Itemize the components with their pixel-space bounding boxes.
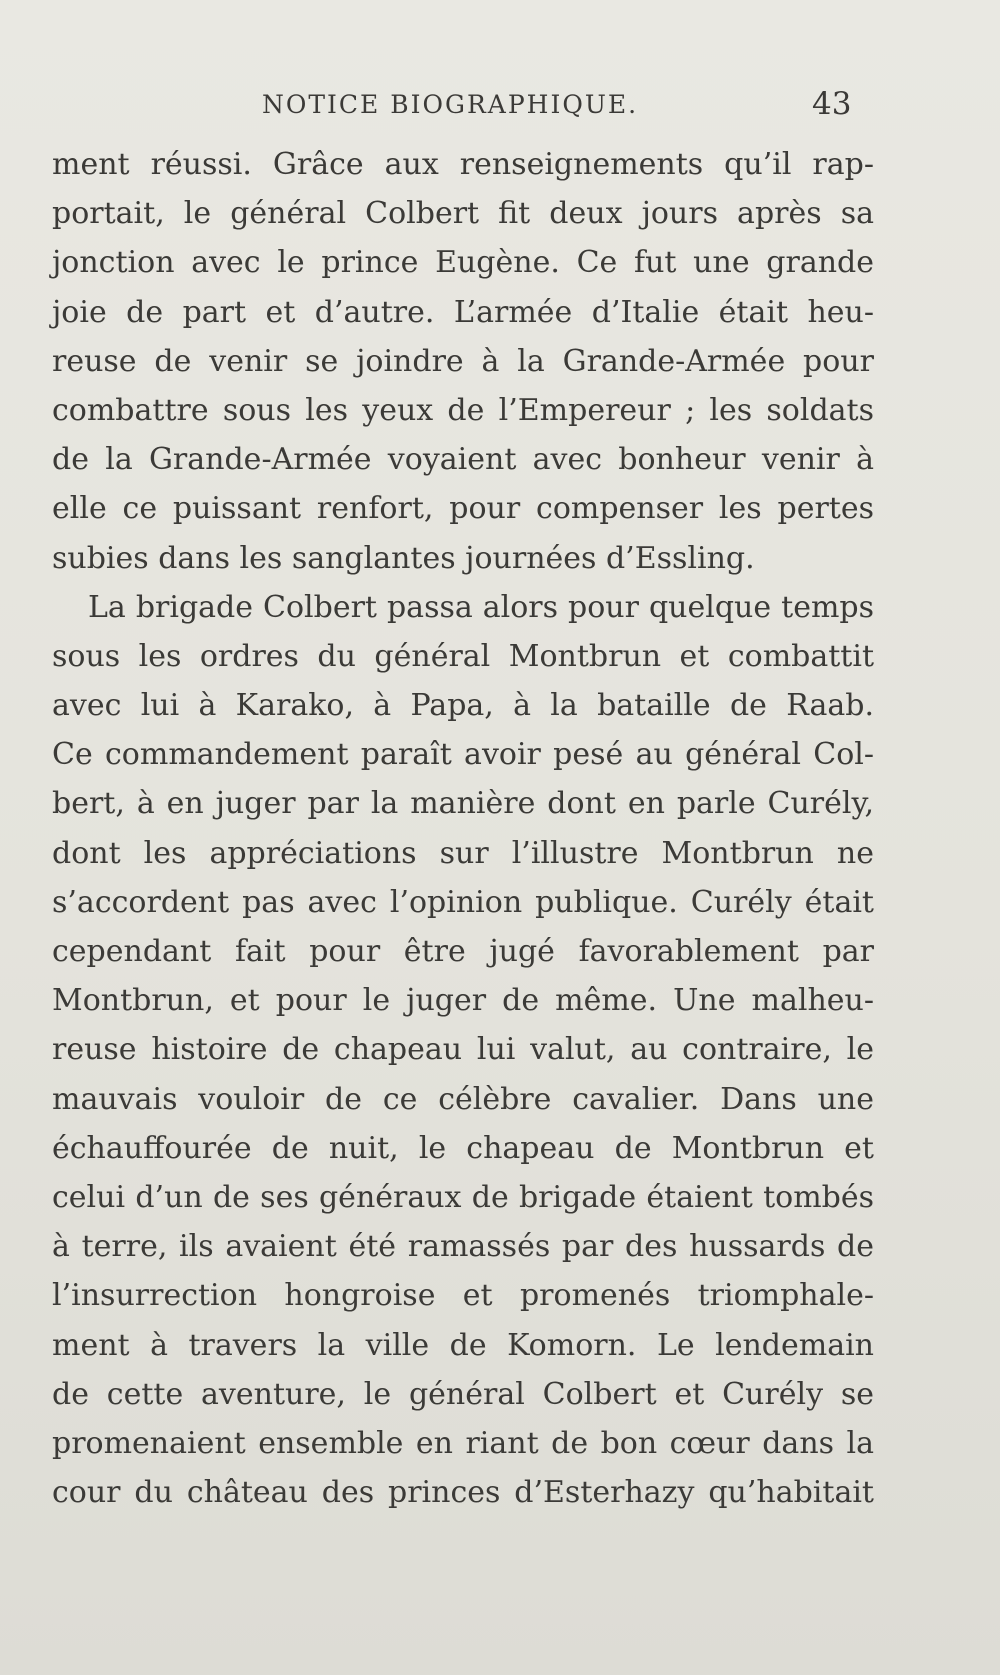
- text-line: à terre, ils avaient été ramassés par des hussards de: [52, 1229, 874, 1265]
- text-line: La brigade Colbert passa alors pour quelque temps: [88, 589, 874, 625]
- text-line: combattre sous les yeux de l’Empereur ; les soldats: [52, 392, 874, 428]
- text-line: sous les ordres du général Montbrun et combattit: [52, 638, 874, 674]
- text-line: reuse histoire de chapeau lui valut, au contraire, le: [52, 1032, 874, 1068]
- body-text: [52, 140, 874, 1517]
- text-line: bert, à en juger par la manière dont en parle Curély,: [52, 786, 874, 822]
- text-line: l’insurrection hongroise et promenés triomphale-: [52, 1278, 874, 1314]
- text-line: ment réussi. Grâce aux renseignements qu’il rap-: [52, 147, 874, 182]
- page-number: 43: [812, 86, 852, 122]
- text-line: joie de part et d’autre. L’armée d’Italie était heu-: [52, 294, 874, 330]
- text-line: dont les appréciations sur l’illustre Montbrun ne: [52, 835, 874, 871]
- text-line: Ce commandement paraît avoir pesé au général Col-: [52, 737, 874, 773]
- text-line: cour du château des princes d’Esterhazy qu’habitait: [52, 1475, 874, 1511]
- text-line: elle ce puissant renfort, pour compenser les pertes: [52, 491, 874, 527]
- text-line: s’accordent pas avec l’opinion publique. Curély était: [52, 884, 874, 920]
- text-line: ment à travers la ville de Komorn. Le lendemain: [52, 1327, 874, 1363]
- text-line: de la Grande-Armée voyaient avec bonheur venir à: [52, 442, 874, 478]
- text-line: de cette aventure, le général Colbert et Curély se: [52, 1376, 874, 1412]
- running-head: [0, 86, 1000, 126]
- text-line: mauvais vouloir de ce célèbre cavalier. Dans une: [52, 1081, 874, 1117]
- text-line: cependant fait pour être jugé favorablement par: [52, 934, 874, 969]
- text-line: promenaient ensemble en riant de bon cœur dans la: [52, 1425, 874, 1461]
- text-line: reuse de venir se joindre à la Grande-Armée pour: [52, 343, 874, 379]
- text-line: avec lui à Karako, à Papa, à la bataille de Raab.: [52, 688, 874, 724]
- text-line: portait, le général Colbert fit deux jours après sa: [52, 196, 874, 232]
- text-line: échauffourée de nuit, le chapeau de Montbrun et: [52, 1130, 874, 1166]
- text-line: jonction avec le prince Eugène. Ce fut une grande: [52, 245, 874, 281]
- text-line: subies dans les sanglantes journées d’Essling.: [52, 540, 755, 576]
- text-line: celui d’un de ses généraux de brigade étaient tombés: [52, 1179, 874, 1215]
- running-title: NOTICE BIOGRAPHIQUE.: [262, 90, 639, 119]
- text-line: Montbrun, et pour le juger de même. Une malheu-: [52, 983, 874, 1019]
